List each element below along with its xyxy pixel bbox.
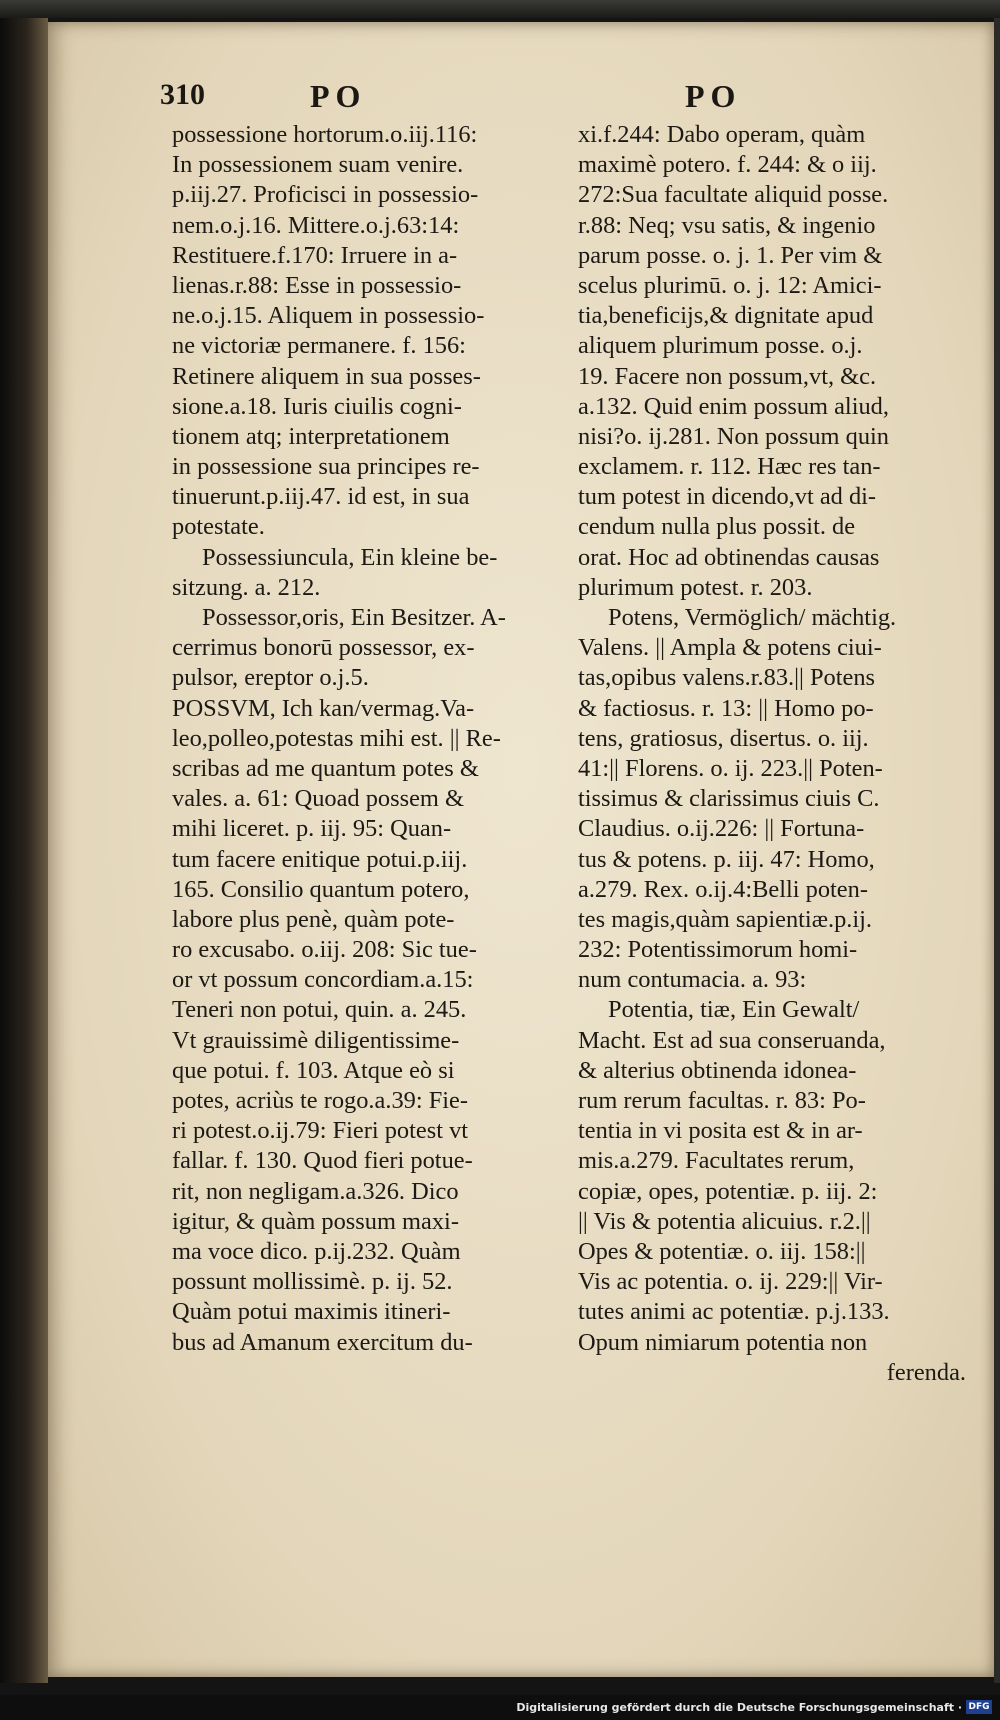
text-line: orat. Hoc ad obtinendas causas xyxy=(578,543,880,571)
right-text-column xyxy=(578,120,966,1388)
text-line: tutes animi ac potentiæ. p.j.133. xyxy=(578,1298,890,1326)
text-line: vales. a. 61: Quoad possem & xyxy=(172,785,464,813)
text-line: tens, gratiosus, disertus. o. iij. xyxy=(578,724,869,752)
text-line: 165. Consilio quantum potero, xyxy=(172,875,470,903)
text-line: Potens, Vermöglich/ mächtig. xyxy=(608,604,897,631)
text-line: tionem atq; interpretationem xyxy=(172,422,450,450)
text-line: exclamem. r. 112. Hæc res tan- xyxy=(578,453,881,481)
text-line: possessione hortorum.o.iij.116: xyxy=(172,121,478,148)
text-line: rit, non negligam.a.326. Dico xyxy=(172,1177,459,1205)
text-line: Valens. || Ampla & potens ciui- xyxy=(578,634,882,662)
text-line: or vt possum concordiam.a.15: xyxy=(172,966,474,994)
scan-top-edge xyxy=(0,0,1000,18)
text-line: que potui. f. 103. Atque eò si xyxy=(172,1056,455,1084)
text-line: Potentia, tiæ, Ein Gewalt/ xyxy=(608,996,860,1024)
text-line: igitur, & quàm possum maxi- xyxy=(172,1207,459,1235)
text-line: tes magis,quàm sapientiæ.p.ij. xyxy=(578,905,873,933)
dfg-logo: DFG xyxy=(966,1700,992,1714)
left-text-column xyxy=(172,120,570,1358)
text-line: Restituere.f.170: Irruere in a- xyxy=(172,241,458,269)
text-line: Opes & potentiæ. o. iij. 158:|| xyxy=(578,1237,866,1265)
text-line: ne victoriæ permanere. f. 156: xyxy=(172,332,466,360)
text-line: tum facere enitique potui.p.iij. xyxy=(172,845,468,873)
text-line: || Vis & potentia alicuius. r.2.|| xyxy=(578,1207,871,1235)
text-line: tia,beneficijs,& dignitate apud xyxy=(578,302,874,330)
running-head-left: PO xyxy=(310,78,367,114)
text-line: sione.a.18. Iuris ciuilis cogni- xyxy=(172,392,462,420)
text-line: Teneri non potui, quin. a. 245. xyxy=(172,996,467,1024)
digitization-footer xyxy=(0,1695,1000,1720)
text-line: maximè potero. f. 244: & o iij. xyxy=(578,151,877,179)
text-line: aliquem plurimum posse. o.j. xyxy=(578,332,863,360)
text-line: 272:Sua facultate aliquid posse. xyxy=(578,181,889,209)
text-line: tissimus & clarissimus ciuis C. xyxy=(578,785,880,813)
text-line: & factiosus. r. 13: || Homo po- xyxy=(578,694,874,722)
text-line: nisi?o. ij.281. Non possum quin xyxy=(578,422,889,450)
text-line: Macht. Est ad sua conseruanda, xyxy=(578,1026,886,1054)
text-line: Possessor,oris, Ein Besitzer. A- xyxy=(202,604,506,631)
text-line: nem.o.j.16. Mittere.o.j.63:14: xyxy=(172,211,460,239)
running-head-right: PO xyxy=(685,78,742,114)
text-line: a.132. Quid enim possum aliud, xyxy=(578,392,889,420)
text-line: ne.o.j.15. Aliquem in possessio- xyxy=(172,302,485,330)
text-line: parum posse. o. j. 1. Per vim & xyxy=(578,241,883,269)
text-line: & alterius obtinenda idonea- xyxy=(578,1056,857,1084)
text-line: Quàm potui maximis itineri- xyxy=(172,1298,451,1326)
text-line: ri potest.o.ij.79: Fieri potest vt xyxy=(172,1117,469,1145)
text-line: POSSVM, Ich kan/vermag.Va- xyxy=(172,694,475,722)
text-line: plurimum potest. r. 203. xyxy=(578,573,813,601)
text-line: possunt mollissimè. p. ij. 52. xyxy=(172,1268,453,1296)
text-line: cerrimus bonorū possessor, ex- xyxy=(172,634,475,662)
text-line: mis.a.279. Facultates rerum, xyxy=(578,1147,855,1175)
text-line: a.279. Rex. o.ij.4:Belli poten- xyxy=(578,875,868,903)
text-line: rum rerum facultas. r. 83: Po- xyxy=(578,1087,866,1114)
text-line: pulsor, ereptor o.j.5. xyxy=(172,664,369,692)
text-line: mihi liceret. p. iij. 95: Quan- xyxy=(172,815,452,843)
text-line: Possessiuncula, Ein kleine be- xyxy=(202,543,498,571)
page-number: 310 xyxy=(160,78,205,111)
page-header xyxy=(160,78,960,118)
text-line: scribas ad me quantum potes & xyxy=(172,754,479,782)
text-line: 19. Facere non possum,vt, &c. xyxy=(578,362,877,390)
text-line: Claudius. o.ij.226: || Fortuna- xyxy=(578,815,865,843)
text-line: leo,polleo,potestas mihi est. || Re- xyxy=(172,724,501,752)
text-line: num contumacia. a. 93: xyxy=(578,966,807,994)
text-line: 41:|| Florens. o. ij. 223.|| Poten- xyxy=(578,754,883,782)
text-line: lienas.r.88: Esse in possessio- xyxy=(172,271,462,299)
book-spine xyxy=(0,18,48,1683)
text-line: sitzung. a. 212. xyxy=(172,573,321,601)
text-line: potestate. xyxy=(172,513,265,541)
text-line: tentia in vi posita est & in ar- xyxy=(578,1117,863,1145)
text-line: tinuerunt.p.iij.47. id est, in sua xyxy=(172,483,470,511)
text-line: cendum nulla plus possit. de xyxy=(578,513,856,541)
text-line: p.iij.27. Proficisci in possessio- xyxy=(172,181,479,209)
text-line: copiæ, opes, potentiæ. p. iij. 2: xyxy=(578,1177,878,1205)
text-line: tas,opibus valens.r.83.|| Potens xyxy=(578,664,876,692)
text-line: xi.f.244: Dabo operam, quàm xyxy=(578,121,866,148)
footer-credit: Digitalisierung gefördert durch die Deutsche Forschungsgemeinschaft · xyxy=(516,1701,962,1714)
text-line: Opum nimiarum potentia non xyxy=(578,1328,868,1356)
text-line: ferenda. xyxy=(886,1358,966,1386)
text-line: scelus plurimū. o. j. 12: Amici- xyxy=(578,271,882,299)
text-line: ro excusabo. o.iij. 208: Sic tue- xyxy=(172,936,477,964)
text-line: potes, acriùs te rogo.a.39: Fie- xyxy=(172,1087,468,1114)
text-line: labore plus penè, quàm pote- xyxy=(172,905,455,933)
text-line: Retinere aliquem in sua posses- xyxy=(172,362,481,390)
text-line: r.88: Neq; vsu satis, & ingenio xyxy=(578,211,876,239)
text-line: fallar. f. 130. Quod fieri potue- xyxy=(172,1147,473,1175)
text-line: tus & potens. p. iij. 47: Homo, xyxy=(578,845,875,873)
text-line: bus ad Amanum exercitum du- xyxy=(172,1328,473,1356)
text-line: Vis ac potentia. o. ij. 229:|| Vir- xyxy=(578,1268,883,1296)
text-line: In possessionem suam venire. xyxy=(172,151,464,179)
text-line: tum potest in dicendo,vt ad di- xyxy=(578,483,877,511)
text-line: 232: Potentissimorum homi- xyxy=(578,936,858,964)
text-line: in possessione sua principes re- xyxy=(172,453,480,481)
text-line: Vt grauissimè diligentissime- xyxy=(172,1026,460,1054)
text-line: ma voce dico. p.ij.232. Quàm xyxy=(172,1237,461,1265)
scan-right-edge xyxy=(994,18,1000,1683)
